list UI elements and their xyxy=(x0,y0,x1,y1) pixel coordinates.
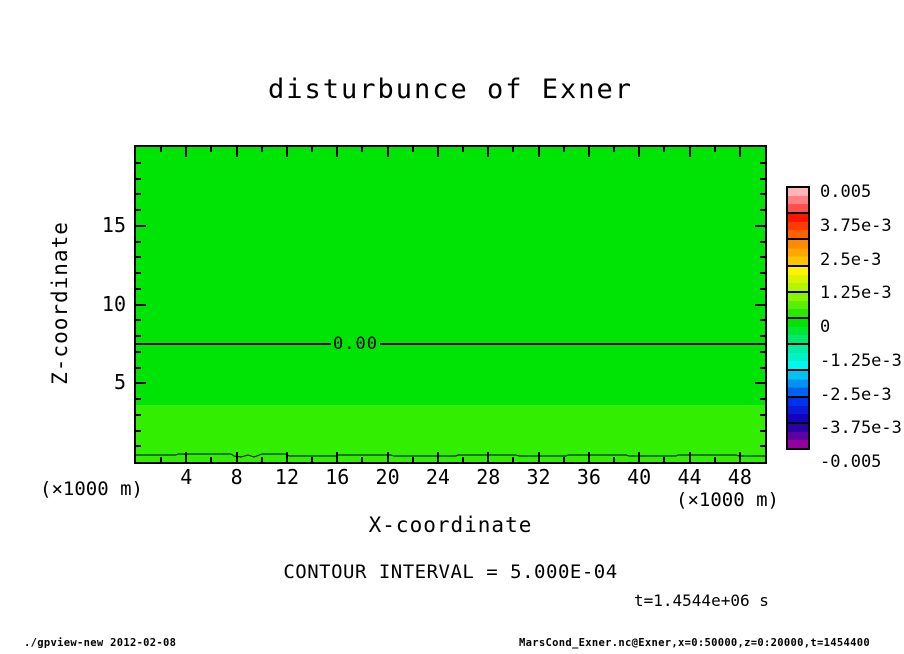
contour-line xyxy=(380,343,765,345)
x-minor-tick xyxy=(412,457,414,462)
x-tick-label: 20 xyxy=(375,465,400,489)
x-tick-label: 32 xyxy=(526,465,551,489)
x-tick-label: 24 xyxy=(425,465,450,489)
y-minor-tick xyxy=(760,367,765,369)
colorbar-tick-label: 0 xyxy=(820,317,831,337)
y-minor-tick xyxy=(136,351,141,353)
x-tick-label: 40 xyxy=(627,465,652,489)
colorbar-tick-label: -0.005 xyxy=(820,452,882,472)
x-major-tick xyxy=(487,147,489,157)
y-minor-tick xyxy=(760,414,765,416)
y-minor-tick xyxy=(760,193,765,195)
x-minor-tick xyxy=(311,147,313,152)
x-major-tick xyxy=(336,147,338,157)
colorbar xyxy=(786,186,810,450)
x-tick-label: 12 xyxy=(274,465,299,489)
y-major-tick xyxy=(136,382,146,384)
x-major-tick xyxy=(236,147,238,157)
time-annotation: t=1.4544e+06 s xyxy=(634,591,769,610)
colorbar-cell xyxy=(786,396,810,424)
y-minor-tick xyxy=(136,319,141,321)
y-minor-tick xyxy=(760,272,765,274)
colorbar-tick-label: -2.5e-3 xyxy=(820,384,892,405)
y-tick-label: 15 xyxy=(101,212,126,237)
plot-area xyxy=(134,145,767,464)
x-minor-tick xyxy=(714,147,716,152)
y-minor-tick xyxy=(760,241,765,243)
colorbar-tick-label: -1.25e-3 xyxy=(820,350,902,371)
x-major-tick xyxy=(588,452,590,462)
y-major-tick xyxy=(755,382,765,384)
x-minor-tick xyxy=(311,457,313,462)
y-minor-tick xyxy=(136,398,141,400)
x-major-tick xyxy=(487,452,489,462)
colorbar-tick-label: -3.75e-3 xyxy=(820,418,902,439)
x-major-tick xyxy=(638,452,640,462)
x-minor-tick xyxy=(613,457,615,462)
x-minor-tick xyxy=(210,147,212,152)
y-minor-tick xyxy=(760,178,765,180)
y-minor-tick xyxy=(136,430,141,432)
y-major-tick xyxy=(755,225,765,227)
colorbar-tick-label: 2.5e-3 xyxy=(820,249,882,270)
y-major-tick xyxy=(136,225,146,227)
y-minor-tick xyxy=(136,367,141,369)
x-major-tick xyxy=(739,452,741,462)
colorbar-cell xyxy=(786,317,810,345)
colorbar-cell xyxy=(786,422,810,450)
x-major-tick xyxy=(185,452,187,462)
x-minor-tick xyxy=(361,457,363,462)
colorbar-cell xyxy=(786,186,810,214)
colorbar-cell xyxy=(786,265,810,293)
x-major-tick xyxy=(739,147,741,157)
y-minor-tick xyxy=(136,335,141,337)
x-major-tick xyxy=(185,147,187,157)
contour-fill-band xyxy=(136,147,765,405)
x-major-tick xyxy=(286,452,288,462)
colorbar-cell xyxy=(786,291,810,319)
chart-title: disturbunce of Exner xyxy=(267,74,634,105)
y-major-tick xyxy=(755,304,765,306)
x-major-tick xyxy=(286,147,288,157)
x-tick-label: 4 xyxy=(180,465,193,489)
x-major-tick xyxy=(538,452,540,462)
x-minor-tick xyxy=(714,457,716,462)
y-minor-tick xyxy=(760,335,765,337)
y-minor-tick xyxy=(760,351,765,353)
x-major-tick xyxy=(336,452,338,462)
x-axis-unit: (×1000 m) xyxy=(676,489,779,511)
x-major-tick xyxy=(437,452,439,462)
colorbar-cell xyxy=(786,369,810,397)
x-minor-tick xyxy=(563,457,565,462)
x-minor-tick xyxy=(160,457,162,462)
x-minor-tick xyxy=(261,147,263,152)
colorbar-cell xyxy=(786,343,810,371)
colorbar-tick-label: 1.25e-3 xyxy=(820,283,892,304)
y-minor-tick xyxy=(136,445,141,447)
x-tick-label: 36 xyxy=(576,465,601,489)
colorbar-tick-label: 3.75e-3 xyxy=(820,215,892,236)
y-minor-tick xyxy=(760,209,765,211)
footer-source-text: MarsCond_Exner.nc@Exner,x=0:50000,z=0:20000,t=1454400 xyxy=(519,637,870,649)
x-minor-tick xyxy=(462,457,464,462)
y-tick-label: 10 xyxy=(101,291,126,316)
x-axis-label: X-coordinate xyxy=(368,513,533,537)
x-major-tick xyxy=(538,147,540,157)
x-major-tick xyxy=(689,452,691,462)
y-minor-tick xyxy=(136,272,141,274)
footer-command-text: ./gpview-new 2012-02-08 xyxy=(24,637,177,649)
y-minor-tick xyxy=(760,398,765,400)
x-major-tick xyxy=(689,147,691,157)
x-minor-tick xyxy=(412,147,414,152)
x-major-tick xyxy=(387,452,389,462)
y-axis-unit: (×1000 m) xyxy=(40,478,143,500)
y-minor-tick xyxy=(136,162,141,164)
x-minor-tick xyxy=(361,147,363,152)
x-minor-tick xyxy=(512,147,514,152)
y-axis-label: Z-coordinate xyxy=(48,220,72,385)
x-tick-label: 44 xyxy=(677,465,702,489)
x-minor-tick xyxy=(613,147,615,152)
x-tick-label: 16 xyxy=(325,465,350,489)
x-minor-tick xyxy=(160,147,162,152)
x-minor-tick xyxy=(210,457,212,462)
y-minor-tick xyxy=(760,162,765,164)
y-minor-tick xyxy=(136,288,141,290)
x-tick-label: 48 xyxy=(727,465,752,489)
x-minor-tick xyxy=(663,147,665,152)
y-minor-tick xyxy=(136,209,141,211)
colorbar-cell xyxy=(786,212,810,240)
y-minor-tick xyxy=(136,193,141,195)
y-minor-tick xyxy=(136,178,141,180)
y-minor-tick xyxy=(760,256,765,258)
colorbar-cell xyxy=(786,238,810,266)
x-minor-tick xyxy=(512,457,514,462)
colorbar-tick-label: 0.005 xyxy=(820,182,872,202)
x-minor-tick xyxy=(462,147,464,152)
x-minor-tick xyxy=(261,457,263,462)
y-minor-tick xyxy=(136,414,141,416)
x-major-tick xyxy=(236,452,238,462)
x-major-tick xyxy=(437,147,439,157)
y-major-tick xyxy=(136,304,146,306)
x-minor-tick xyxy=(563,147,565,152)
x-tick-label: 8 xyxy=(230,465,243,489)
x-minor-tick xyxy=(663,457,665,462)
x-tick-label: 28 xyxy=(476,465,501,489)
x-major-tick xyxy=(638,147,640,157)
x-major-tick xyxy=(588,147,590,157)
y-minor-tick xyxy=(760,288,765,290)
y-minor-tick xyxy=(136,241,141,243)
y-tick-label: 5 xyxy=(113,370,126,395)
contour-line xyxy=(136,343,331,345)
y-minor-tick xyxy=(136,256,141,258)
y-minor-tick xyxy=(760,445,765,447)
contour-level-label: 0.00 xyxy=(333,333,378,354)
contour-interval-text: CONTOUR INTERVAL = 5.000E-04 xyxy=(283,561,618,583)
y-minor-tick xyxy=(760,430,765,432)
y-minor-tick xyxy=(760,319,765,321)
y-axis-label-wrap xyxy=(44,145,76,460)
x-major-tick xyxy=(387,147,389,157)
contour-line-jittered xyxy=(136,450,765,460)
